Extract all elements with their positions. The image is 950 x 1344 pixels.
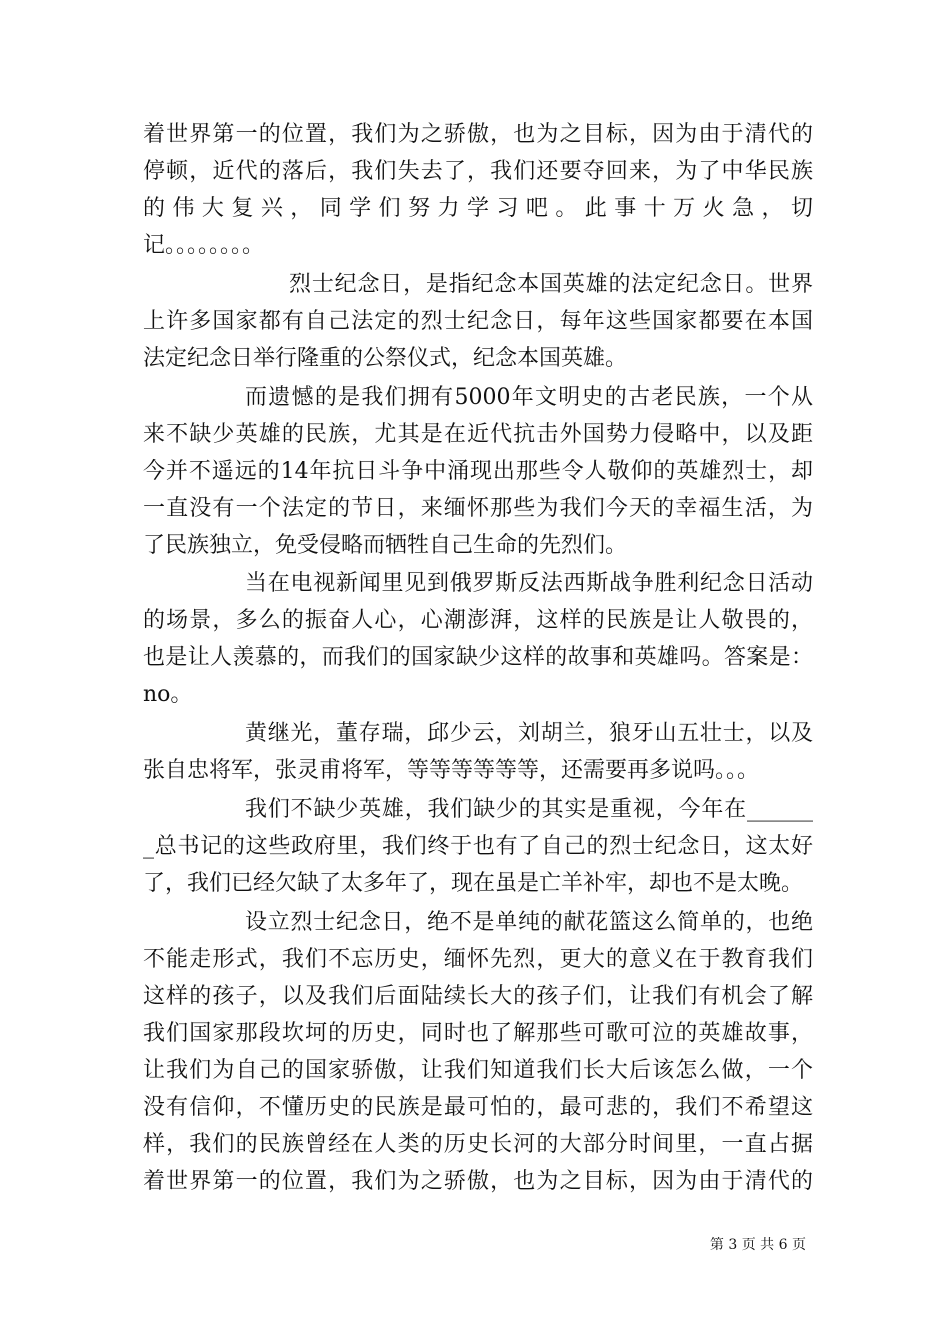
text-line: no。: [143, 682, 193, 707]
text-line: 着世界第一的位置，我们为之骄傲，也为之目标，因为由于清代的: [143, 122, 813, 147]
text-line: 这样的孩子，以及我们后面陆续长大的孩子们，让我们有机会了解: [143, 984, 813, 1009]
text-line: 来不缺少英雄的民族，尤其是在近代抗击外国势力侵略中，以及距: [143, 422, 813, 447]
text-line: 的场景，多么的振奋人心，心潮澎湃，这样的民族是让人敬畏的，: [143, 608, 813, 633]
text-line: _总书记的这些政府里，我们终于也有了自己的烈士纪念日，这太好: [143, 834, 813, 859]
text-line: 没有信仰，不懂历史的民族是最可怕的，最可悲的，我们不希望这: [143, 1095, 813, 1120]
text-line: 了，我们已经欠缺了太多年了，现在虽是亡羊补牢，却也不是太晚。: [143, 871, 804, 896]
text-line: 一直没有一个法定的节日，来缅怀那些为我们今天的幸福生活，为: [143, 496, 813, 521]
text-line: 样，我们的民族曾经在人类的历史长河的大部分时间里，一直占据: [143, 1132, 813, 1157]
text-line: 张自忠将军，张灵甫将军，等等等等等等，还需要再多说吗。。。: [143, 758, 760, 783]
text-line: 上许多国家都有自己法定的烈士纪念日，每年这些国家都要在本国: [143, 309, 813, 334]
paragraph-start-line: 设立烈士纪念日，绝不是单纯的献花篮这么简单的，也绝: [245, 910, 813, 935]
text-line: 了民族独立，免受侵略而牺牲自己生命的先烈们。: [143, 533, 628, 558]
text-line: 记。。。。。。。。: [143, 233, 265, 258]
text-line: 着世界第一的位置，我们为之骄傲，也为之目标，因为由于清代的: [143, 1169, 813, 1194]
text-line: 让我们为自己的国家骄傲，让我们知道我们长大后该怎么做，一个: [143, 1058, 813, 1083]
paragraph-start-line: 当在电视新闻里见到俄罗斯反法西斯战争胜利纪念日活动: [245, 571, 813, 596]
text-line: 也是让人羡慕的，而我们的国家缺少这样的故事和英雄吗。答案是：: [143, 645, 813, 670]
paragraph-start-line: 黄继光，董存瑞，邱少云，刘胡兰，狼牙山五壮士，以及: [245, 721, 813, 746]
text-line: 法定纪念日举行隆重的公祭仪式，纪念本国英雄。: [143, 346, 628, 371]
text-line: 不能走形式，我们不忘历史，缅怀先烈，更大的意义在于教育我们: [143, 947, 813, 972]
text-line: 今并不遥远的14年抗日斗争中涌现出那些令人敬仰的英雄烈士，却: [143, 459, 813, 484]
paragraph-start-line: 而遗憾的是我们拥有5000年文明史的古老民族，一个从: [245, 385, 813, 410]
page-number: 第 3 页 共 6 页: [709, 1237, 806, 1253]
paragraph-start-line: 烈士纪念日，是指纪念本国英雄的法定纪念日。世界: [289, 272, 813, 297]
text-line: 停顿，近代的落后，我们失去了，我们还要夺回来，为了中华民族: [143, 159, 813, 184]
text-line: 我们国家那段坎坷的历史，同时也了解那些可歌可泣的英雄故事，: [143, 1021, 813, 1046]
text-line: 的伟大复兴，同学们努力学习吧。此事十万火急，切: [143, 196, 813, 221]
paragraph-start-line: 我们不缺少英雄，我们缺少的其实是重视，今年在______: [245, 797, 813, 822]
